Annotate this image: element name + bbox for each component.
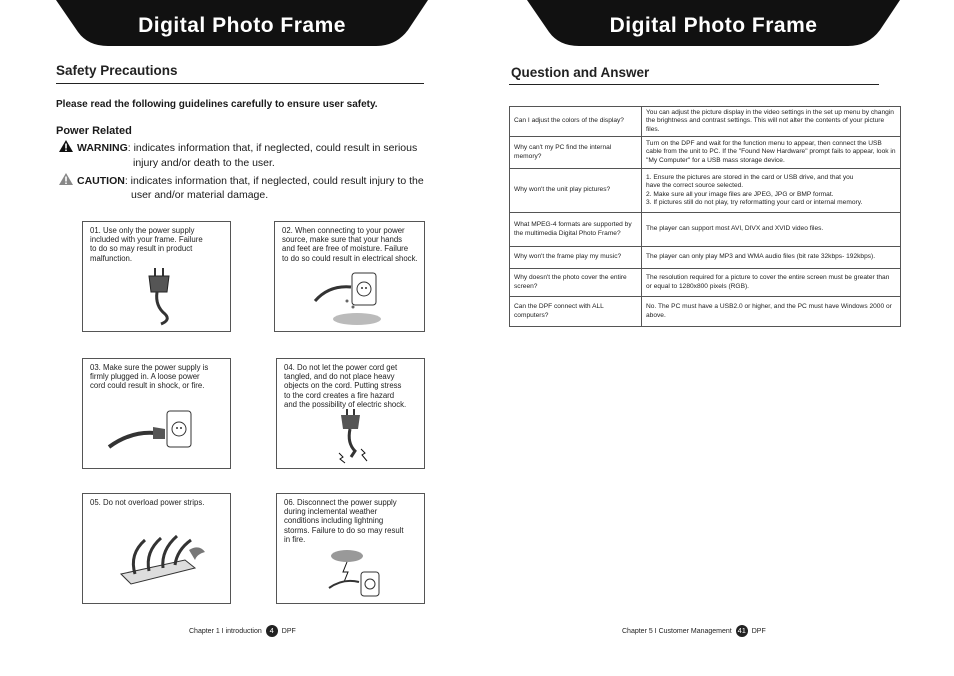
answer-cell: The player can only play MP3 and WMA audio files (bit rate 32kbps- 192kbps). [642,247,901,269]
box-text: 05. Do not overload power strips. [90,498,205,507]
damaged-cord-icon [327,409,377,465]
safety-box-01 [82,221,231,332]
warning-icon [58,139,74,158]
wet-hand-outlet-icon [307,267,397,329]
loose-plug-icon [105,403,205,465]
banner-title: Digital Photo Frame [138,14,346,37]
answer-cell: You can adjust the picture display in the video settings in the set up menu by changin the brightness and contrast settings. This will not alter the contents of your picture files. [642,107,901,137]
warning-text-cont: injury and/or death to the user. [133,157,275,169]
safety-box-02 [274,221,425,332]
section-title: Safety Precautions [56,63,178,78]
box-text: 01. Use only the power supply included with your frame. Failure to do so may result in product malfunction. [90,226,203,263]
box-text: 04. Do not let the power cord get tangled, and do not place heavy objects on the cord. Putting stress to the cord creates a fire hazard and the possibility of electric shock. [284,363,407,409]
right-footer [622,625,766,637]
warning-label: WARNING [77,142,128,154]
box-text: 06. Disconnect the power supply during inclemental weather conditions including lightning storms. Failure to do so may result in fire. [284,498,404,544]
caution-icon [58,172,74,191]
question-cell: Why won't the frame play my music? [510,247,642,269]
section-rule [56,83,424,84]
overloaded-power-strip-icon [115,530,211,592]
page-number: 4 [266,625,278,637]
left-footer [189,625,296,637]
safety-box-03 [82,358,231,469]
answer-cell: 1. Ensure the pictures are stored in the card or USB drive, and that you have the correct source selected. 2. Make sure all your image files are JPEG, JPG or BMP format. 3. If pictures still do not play, try reformatting your card or internal memory. [642,169,901,213]
caution-text: : indicates information that, if neglected, could result injury to the [124,175,424,187]
warning-text: : indicates information that, if neglected, could result in serious [127,142,418,154]
box-text: 03. Make sure the power supply is firmly plugged in. A loose power cord could result in shock, or fire. [90,363,209,391]
safety-box-05 [82,493,231,604]
qa-row [510,169,901,213]
footer-suffix: DPF [751,627,766,635]
banner-title: Digital Photo Frame [609,14,818,37]
box-text: 02. When connecting to your power source, make sure that your hands and feet are free of moisture. Failure to do so could result in electrical shock. [282,226,418,263]
qa-row [510,213,901,247]
question-cell: What MPEG-4 formats are supported by the multimedia Digital Photo Frame? [510,213,642,247]
answer-cell: Turn on the DPF and wait for the function menu to appear, then connect the USB cable from the unit to PC. If the "Found New Hardware" prompt fails to appear, look in "My Computer" for a USB mass storage device. [642,137,901,169]
qa-row [510,269,901,297]
power-plug-icon [131,266,191,326]
answer-cell: The player can support most AVI, DIVX and XVID video files. [642,213,901,247]
footer-chapter: Chapter 1 I introduction [189,627,262,635]
answer-cell: The resolution required for a picture to cover the entire screen must be greater than or equal to 1280x800 pixels (RGB). [642,269,901,297]
qa-row [510,247,901,269]
left-banner [56,0,428,46]
question-cell: Why can't my PC find the internal memory? [510,137,642,169]
question-cell: Can the DPF connect with ALL computers? [510,297,642,327]
caution-text-cont: user and/or material damage. [131,189,269,201]
answer-cell: No. The PC must have a USB2.0 or higher, and the PC must have Windows 2000 or above. [642,297,901,327]
footer-chapter: Chapter 5 I Customer Management [622,627,732,635]
qa-row [510,297,901,327]
safety-box-04 [276,358,425,469]
caution-label: CAUTION [77,175,125,187]
question-cell: Why won't the unit play pictures? [510,169,642,213]
question-cell: Can I adjust the colors of the display? [510,107,642,137]
intro-text: Please read the following guidelines carefully to ensure user safety. [56,99,378,110]
section-title: Question and Answer [511,65,650,80]
section-rule [509,84,879,85]
qa-row [510,137,901,169]
qa-row [510,107,901,137]
warning-row [58,139,417,158]
subheading: Power Related [56,125,132,137]
safety-box-06 [276,493,425,604]
footer-suffix: DPF [281,627,296,635]
right-banner [527,0,900,46]
lightning-outlet-icon [325,548,395,600]
page-number: 41 [737,626,746,635]
qa-table [509,106,901,327]
question-cell: Why doesn't the photo cover the entire screen? [510,269,642,297]
